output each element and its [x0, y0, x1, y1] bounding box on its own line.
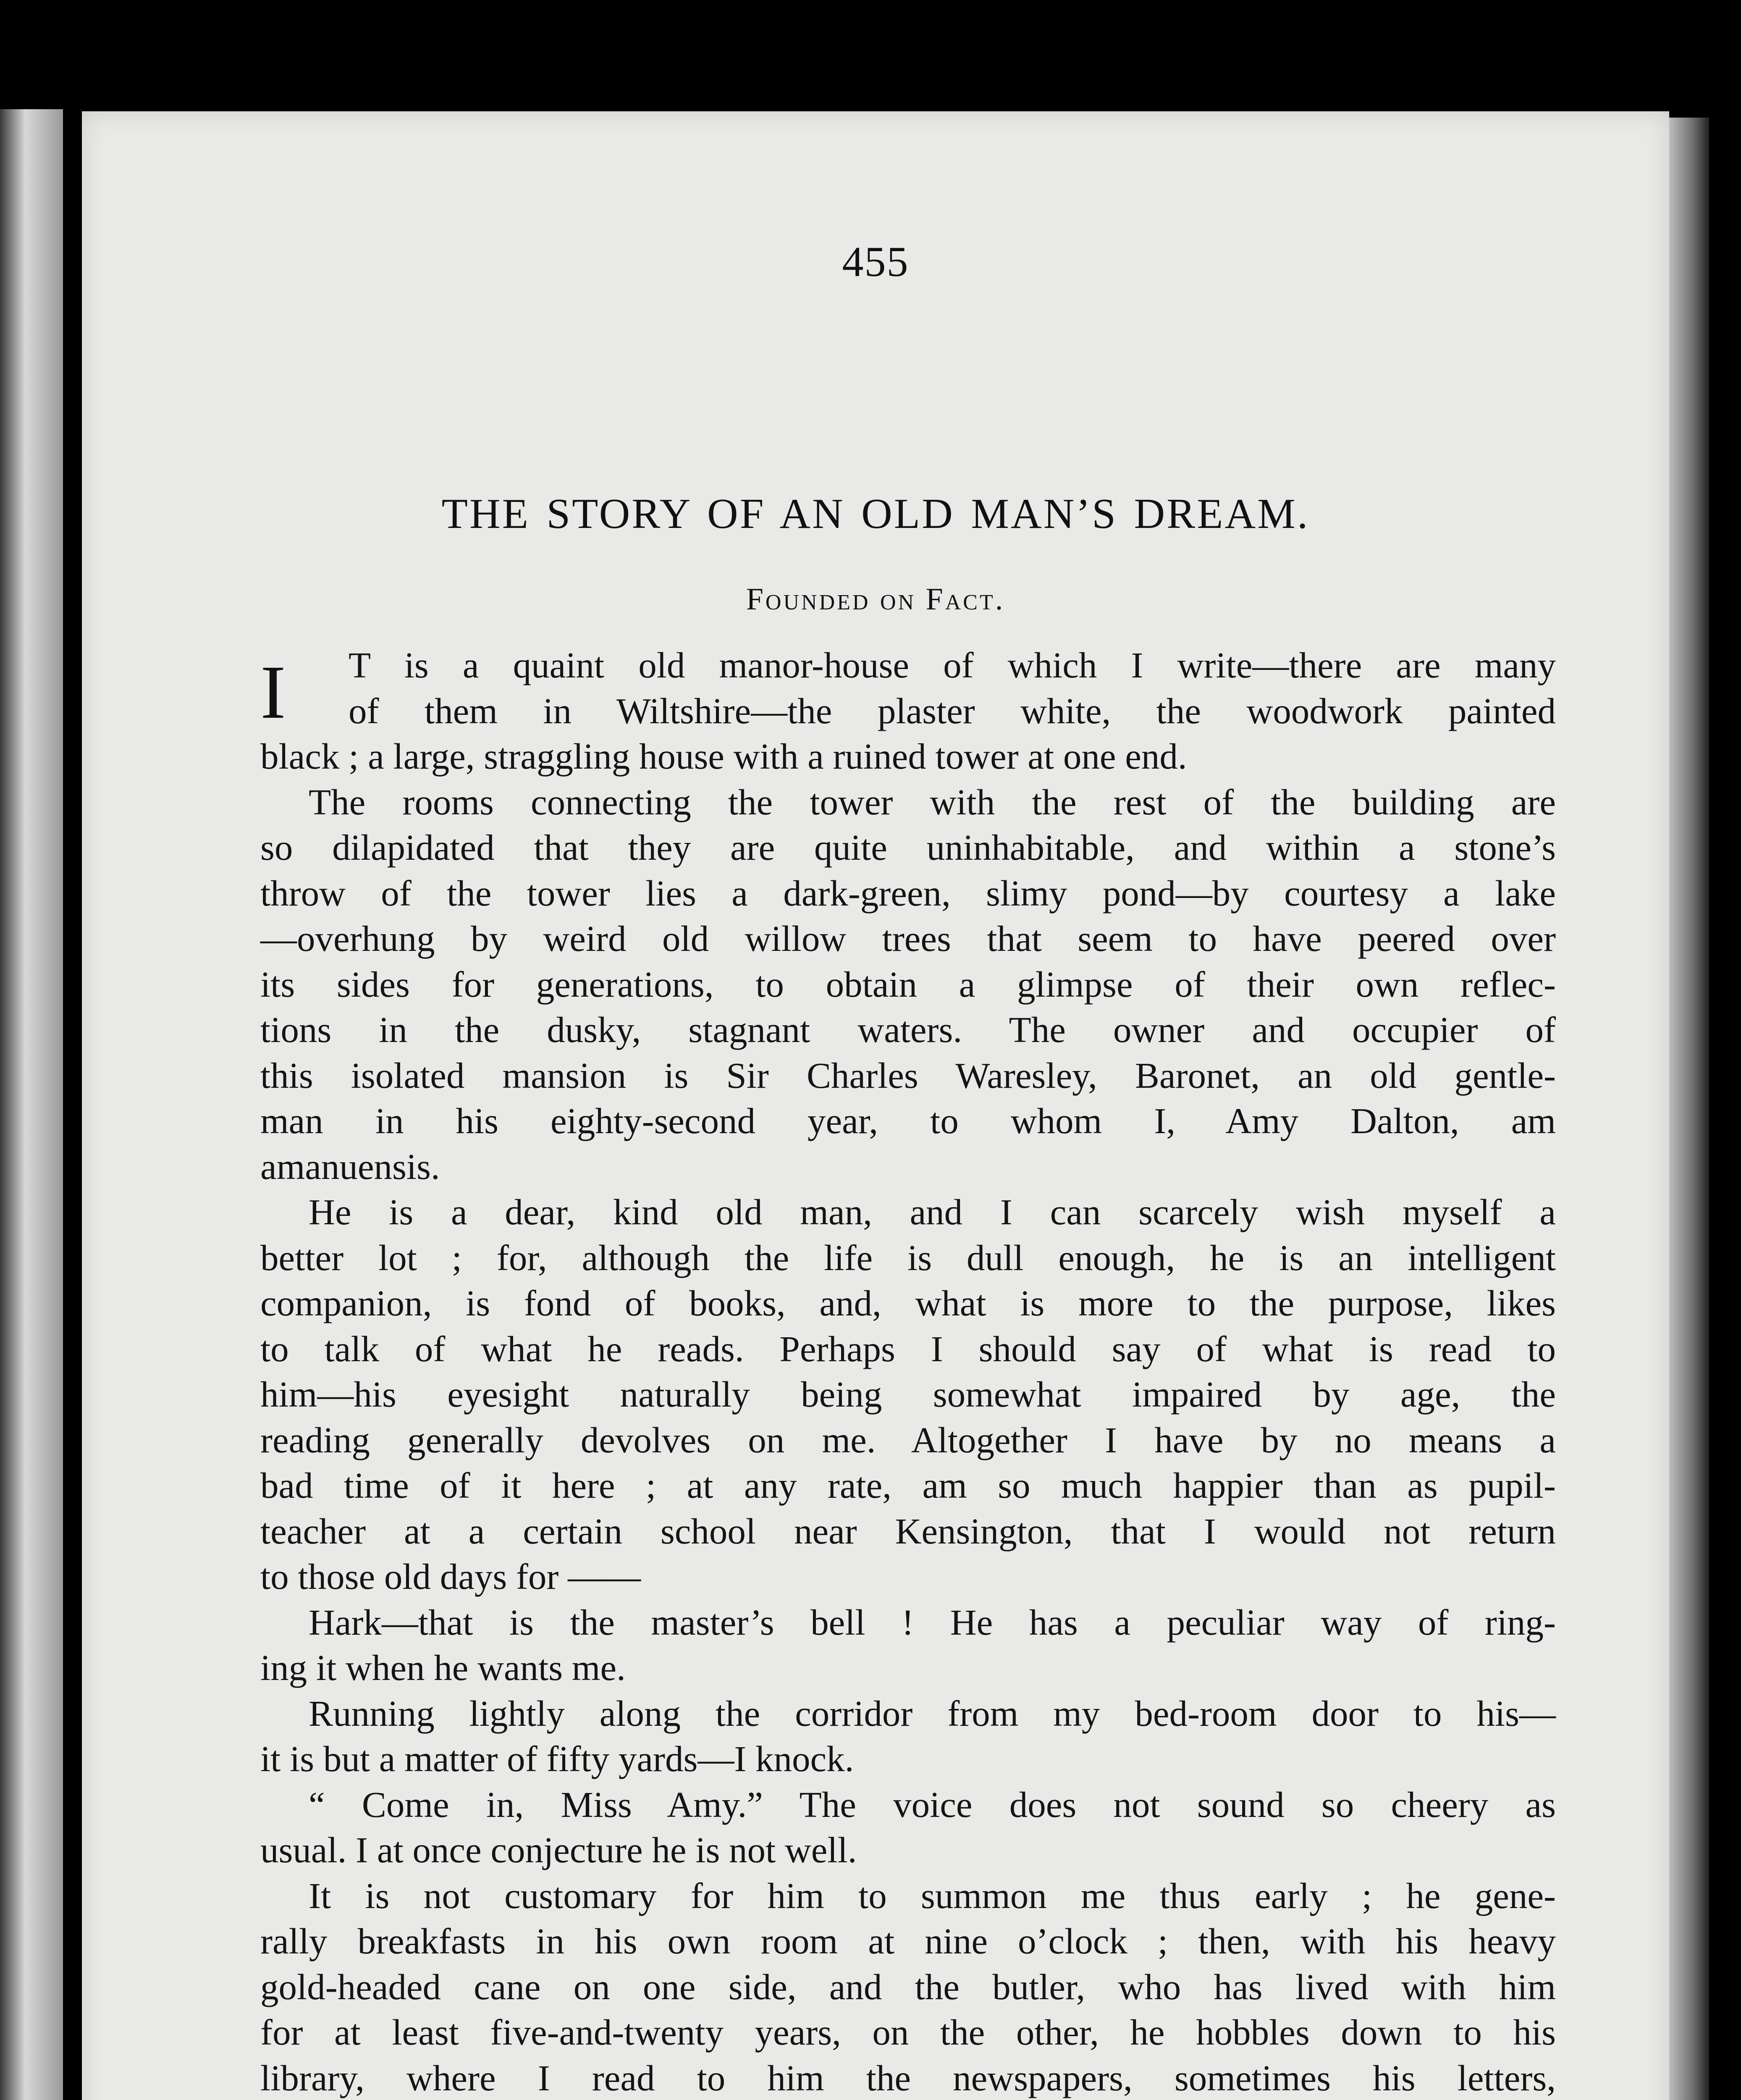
text-line: rally breakfasts in his own room at nine o’clock ; then, with his heavy — [260, 1921, 1556, 1961]
text-line: It is not customary for him to summon me thus early ; he gene- — [309, 1875, 1556, 1916]
story-title: THE STORY OF AN OLD MAN’S DREAM. — [441, 490, 1310, 538]
page-number: 455 — [842, 238, 909, 286]
text-line: so dilapidated that they are quite uninhabitable, and within a stone’s — [260, 827, 1556, 868]
text-line: ing it when he wants me. — [260, 1647, 626, 1688]
text-line: this isolated mansion is Sir Charles Waresley, Baronet, an old gentle- — [260, 1055, 1556, 1096]
text-line: bad time of it here ; at any rate, am so much happier than as pupil- — [260, 1465, 1556, 1506]
text-line: The rooms connecting the tower with the rest of the building are — [309, 781, 1556, 822]
text-line: to talk of what he reads. Perhaps I should say of what is read to — [260, 1328, 1556, 1369]
text-line: black ; a large, straggling house with a ruined tower at one end. — [260, 736, 1187, 777]
text-line: of them in Wiltshire—the plaster white, the woodwork painted — [349, 690, 1556, 731]
text-line: man in his eighty-second year, to whom I, Amy Dalton, am — [260, 1100, 1556, 1141]
text-line: “ Come in, Miss Amy.” The voice does not sound so cheery as — [309, 1784, 1556, 1825]
text-line: Running lightly along the corridor from my bed-room door to his— — [309, 1693, 1556, 1734]
text-line: for at least five-and-twenty years, on the other, he hobbles down to his — [260, 2012, 1556, 2053]
text-line: to those old days for —— — [260, 1556, 641, 1597]
text-line: its sides for generations, to obtain a glimpse of their own reflec- — [260, 963, 1556, 1005]
story-body — [260, 643, 1556, 2100]
book-page — [82, 111, 1669, 2100]
text-line: gold-headed cane on one side, and the butler, who has lived with him — [260, 1966, 1556, 2007]
text-line: —overhung by weird old willow trees that seem to have peered over — [260, 918, 1556, 959]
text-line: throw of the tower lies a dark-green, slimy pond—by courtesy a lake — [260, 872, 1556, 914]
text-line: T is a quaint old manor-house of which I write—there are many — [349, 645, 1556, 685]
drop-cap: I — [260, 650, 286, 735]
text-line: it is but a matter of fifty yards—I knock. — [260, 1738, 854, 1779]
text-line: amanuensis. — [260, 1146, 440, 1187]
text-lines — [260, 643, 1556, 2100]
text-line: him—his eyesight naturally being somewhat impaired by age, the — [260, 1374, 1556, 1415]
right-page-edge — [1669, 118, 1709, 2100]
text-line: reading generally devolves on me. Altogether I have by no means a — [260, 1419, 1556, 1460]
story-subtitle: Founded on Fact. — [746, 582, 1005, 617]
text-line: usual. I at once conjecture he is not well. — [260, 1830, 857, 1870]
text-line: He is a dear, kind old man, and I can scarcely wish myself a — [309, 1192, 1556, 1232]
text-line: tions in the dusky, stagnant waters. The owner and occupier of — [260, 1009, 1556, 1050]
text-line: better lot ; for, although the life is dull enough, he is an intelligent — [260, 1237, 1556, 1278]
left-page-edge — [0, 109, 63, 2100]
text-line: companion, is fond of books, and, what is more to the purpose, likes — [260, 1283, 1556, 1323]
text-line: Hark—that is the master’s bell ! He has a peculiar way of ring- — [309, 1601, 1556, 1643]
text-line: library, where I read to him the newspapers, sometimes his letters, — [260, 2057, 1556, 2098]
text-line: teacher at a certain school near Kensington, that I would not return — [260, 1510, 1556, 1551]
